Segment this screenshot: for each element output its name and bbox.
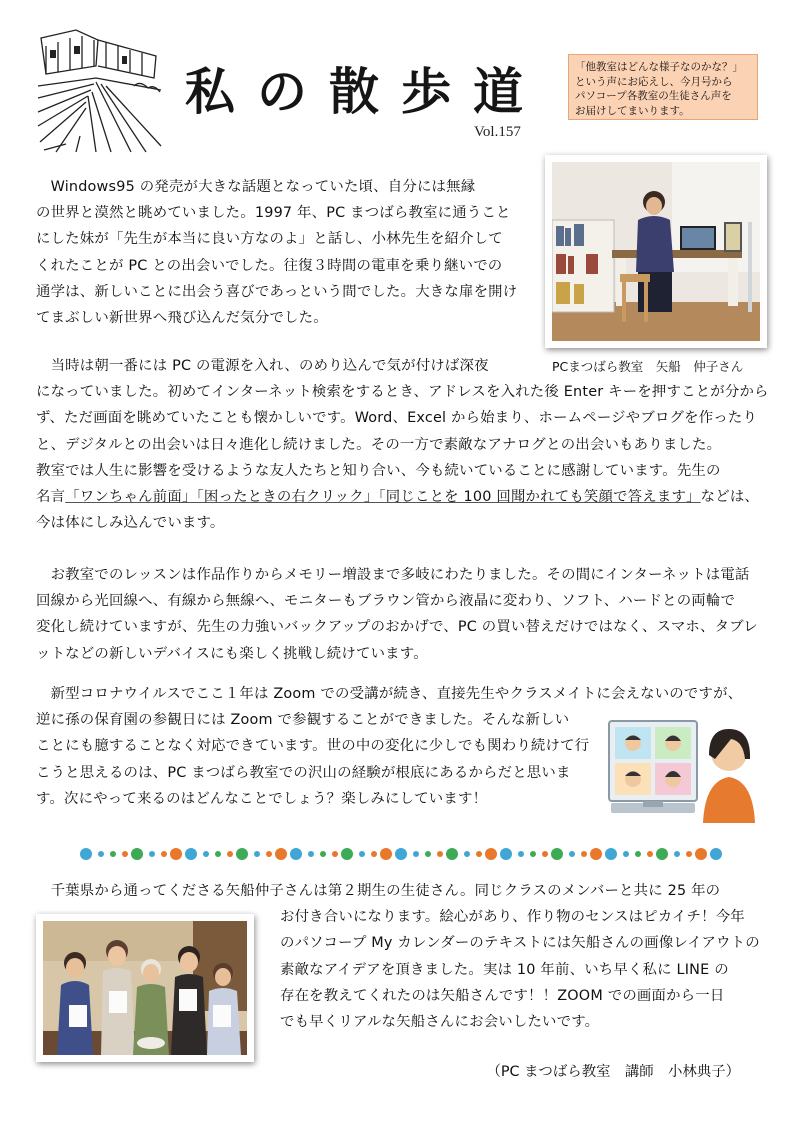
divider-dot	[98, 851, 104, 857]
divider-dot	[254, 851, 260, 857]
text-line: ず、ただ画面を眺めていたことも懐かしいです。Word、Excel から始まり、ホームページやブログを作ったり	[36, 410, 758, 427]
divider-dot	[518, 851, 524, 857]
text-line-quote	[36, 484, 769, 510]
divider-dot	[530, 851, 536, 857]
text-line: す。次にやって来るのはどんなことでしょう？楽しみにしています！	[36, 790, 488, 807]
divider-dot	[341, 848, 353, 860]
divider-dot	[320, 851, 326, 857]
text-line: 教室では人生に影響を受けるような友人たちと知り合い、今も続いていることに感謝しています。先生の	[36, 462, 721, 479]
divider-dot	[695, 848, 707, 860]
signature: （PC まつばら教室 講師 小林典子）	[486, 1064, 740, 1080]
paragraph-intro	[36, 174, 517, 331]
teacher-quotes: 「ワンちゃん前面」「困ったときの右クリック」「同じことを 100 回聞かれても笑顔で答えます」	[65, 488, 701, 505]
divider-dot	[551, 848, 563, 860]
divider-dot	[710, 848, 722, 860]
text-line: 今は体にしみ込んでいます。	[36, 515, 225, 532]
text-line: お教室でのレッスンは作品作りからメモリー増設まで多岐にわたりました。その間にインターネットは電話	[36, 567, 750, 583]
volume-number: Vol.157	[474, 124, 521, 140]
text-line: のパソコープ My カレンダーのテキストには矢船さんの画像レイアウトの	[280, 935, 760, 952]
divider-dot	[542, 851, 548, 857]
notice-box	[568, 54, 758, 120]
text-line: の世界と漠然と眺めていました。1997 年、PC まつばら教室に通うこと	[36, 205, 511, 222]
divider-dot	[464, 851, 470, 857]
divider-dot	[656, 848, 668, 860]
text-line: てまぶしい新世界へ飛び込んだ気分でした。	[36, 309, 328, 326]
divider-dot	[122, 851, 128, 857]
divider-dot	[308, 851, 314, 857]
paragraph-lessons	[36, 562, 758, 667]
notice-line: パソコープ各教室の生徒さん声を	[575, 90, 732, 102]
photo-caption: PCまつばら教室 矢船 仲子さん	[552, 359, 744, 374]
divider-dot	[131, 848, 143, 860]
text-line: にした妹が「先生が本当に良い方なのよ」と話し、小林先生を紹介して	[36, 231, 503, 248]
divider-dot	[290, 848, 302, 860]
divider-dot	[185, 848, 197, 860]
divider-dot	[674, 851, 680, 857]
divider-dot	[371, 851, 377, 857]
text-line: 新型コロナウイルスでここ１年は Zoom での受講が続き、直接先生やクラスメイトに会えないのですが、	[36, 686, 743, 702]
text-line: になっていました。初めてインターネット検索をするとき、アドレスを入れた後 Enter キーを押すことが分から	[36, 384, 769, 401]
divider-dot	[170, 848, 182, 860]
text-line: 千葉県から通ってくださる矢船仲子さんは第２期生の生徒さん。同じクラスのメンバーと共に 25 年の	[36, 883, 721, 899]
text-line: 回線から光回線へ、有線から無線へ、モニターもブラウン管から液晶に変わり、ソフト、ハードとの両輪で	[36, 593, 736, 610]
divider-dot	[413, 851, 419, 857]
text-line: でも早くリアルな矢船さんにお会いしたいです。	[280, 1013, 600, 1030]
divider-dot	[149, 851, 155, 857]
divider-dot	[332, 851, 338, 857]
text-line: と、デジタルとの出会いは日々進化し続けました。その一方で素敵なアナログとの出会いもありました。	[36, 436, 722, 453]
text-line: 当時は朝一番には PC の電源を入れ、のめり込んで気が付けば深夜	[36, 358, 489, 374]
divider-dot	[635, 851, 641, 857]
divider-dot	[569, 851, 575, 857]
quote-prefix: 名言	[36, 488, 66, 505]
text-line: 変化し続けていますが、先生の力強いバックアップのおかげで、PC の買い替えだけではなく、スマホ、タブレ	[36, 619, 758, 636]
divider-dot	[161, 851, 167, 857]
divider-dot	[437, 851, 443, 857]
video-call-illustration	[605, 715, 755, 823]
divider-dot	[203, 851, 209, 857]
divider-dot	[380, 848, 392, 860]
text-line: 逆に孫の保育園の参観日には Zoom で参観することができました。そんな新しい	[36, 712, 570, 729]
divider-dot	[395, 848, 407, 860]
divider-dot	[236, 848, 248, 860]
quote-suffix: などは、	[700, 488, 760, 505]
divider-dot	[446, 848, 458, 860]
divider-dot	[425, 851, 431, 857]
divider-dot	[266, 851, 272, 857]
text-line: 存在を教えてくれたのは矢船さんです！！ZOOM での画面から一日	[280, 987, 725, 1004]
divider-dot	[590, 848, 602, 860]
notice-line: 「他教室はどんな様子なのかな？」	[575, 61, 743, 73]
divider-dot	[623, 851, 629, 857]
text-line: 通学は、新しいことに出会う喜びであっという間でした。大きな扉を開け	[36, 283, 518, 300]
divider-dot	[605, 848, 617, 860]
paragraph-teacher-comment	[36, 878, 760, 1035]
divider-dot	[359, 851, 365, 857]
text-line: Windows95 の発売が大きな話題となっていた頃、自分には無縁	[36, 179, 476, 195]
text-line: くれたことが PC との出会いでした。往復３時間の電車を乗り継いでの	[36, 257, 503, 274]
text-line: 素敵なアイデアを頂きました。実は 10 年前、いち早く私に LINE の	[280, 961, 729, 978]
divider-dot	[500, 848, 512, 860]
divider-dot	[80, 848, 92, 860]
street-sketch-illustration	[36, 26, 166, 156]
notice-line: という声にお応えし、今月号から	[575, 75, 733, 88]
text-line: ことにも臆することなく対応できています。世の中の変化に少しでも関わり続けて行	[36, 738, 590, 755]
paragraph-early-days	[36, 353, 769, 536]
decorative-dot-divider	[80, 845, 730, 863]
divider-dot	[485, 848, 497, 860]
divider-dot	[110, 851, 116, 857]
text-line: こうと思えるのは、PC まつばら教室での沢山の経験が根底にあるからだと思いま	[36, 764, 571, 781]
divider-dot	[215, 851, 221, 857]
divider-dot	[275, 848, 287, 860]
divider-dot	[647, 851, 653, 857]
divider-dot	[686, 851, 692, 857]
divider-dot	[227, 851, 233, 857]
student-at-desk-photo	[545, 155, 767, 348]
notice-line: お届けしてまいります。	[575, 104, 690, 117]
text-line: お付き合いになります。絵心があり、作り物のセンスはピカイチ！今年	[280, 909, 745, 926]
divider-dot	[476, 851, 482, 857]
page-title: 私の散歩道	[185, 62, 545, 121]
divider-dot	[581, 851, 587, 857]
text-line: ットなどの新しいデバイスにも楽しく挑戦し続けています。	[36, 645, 428, 662]
